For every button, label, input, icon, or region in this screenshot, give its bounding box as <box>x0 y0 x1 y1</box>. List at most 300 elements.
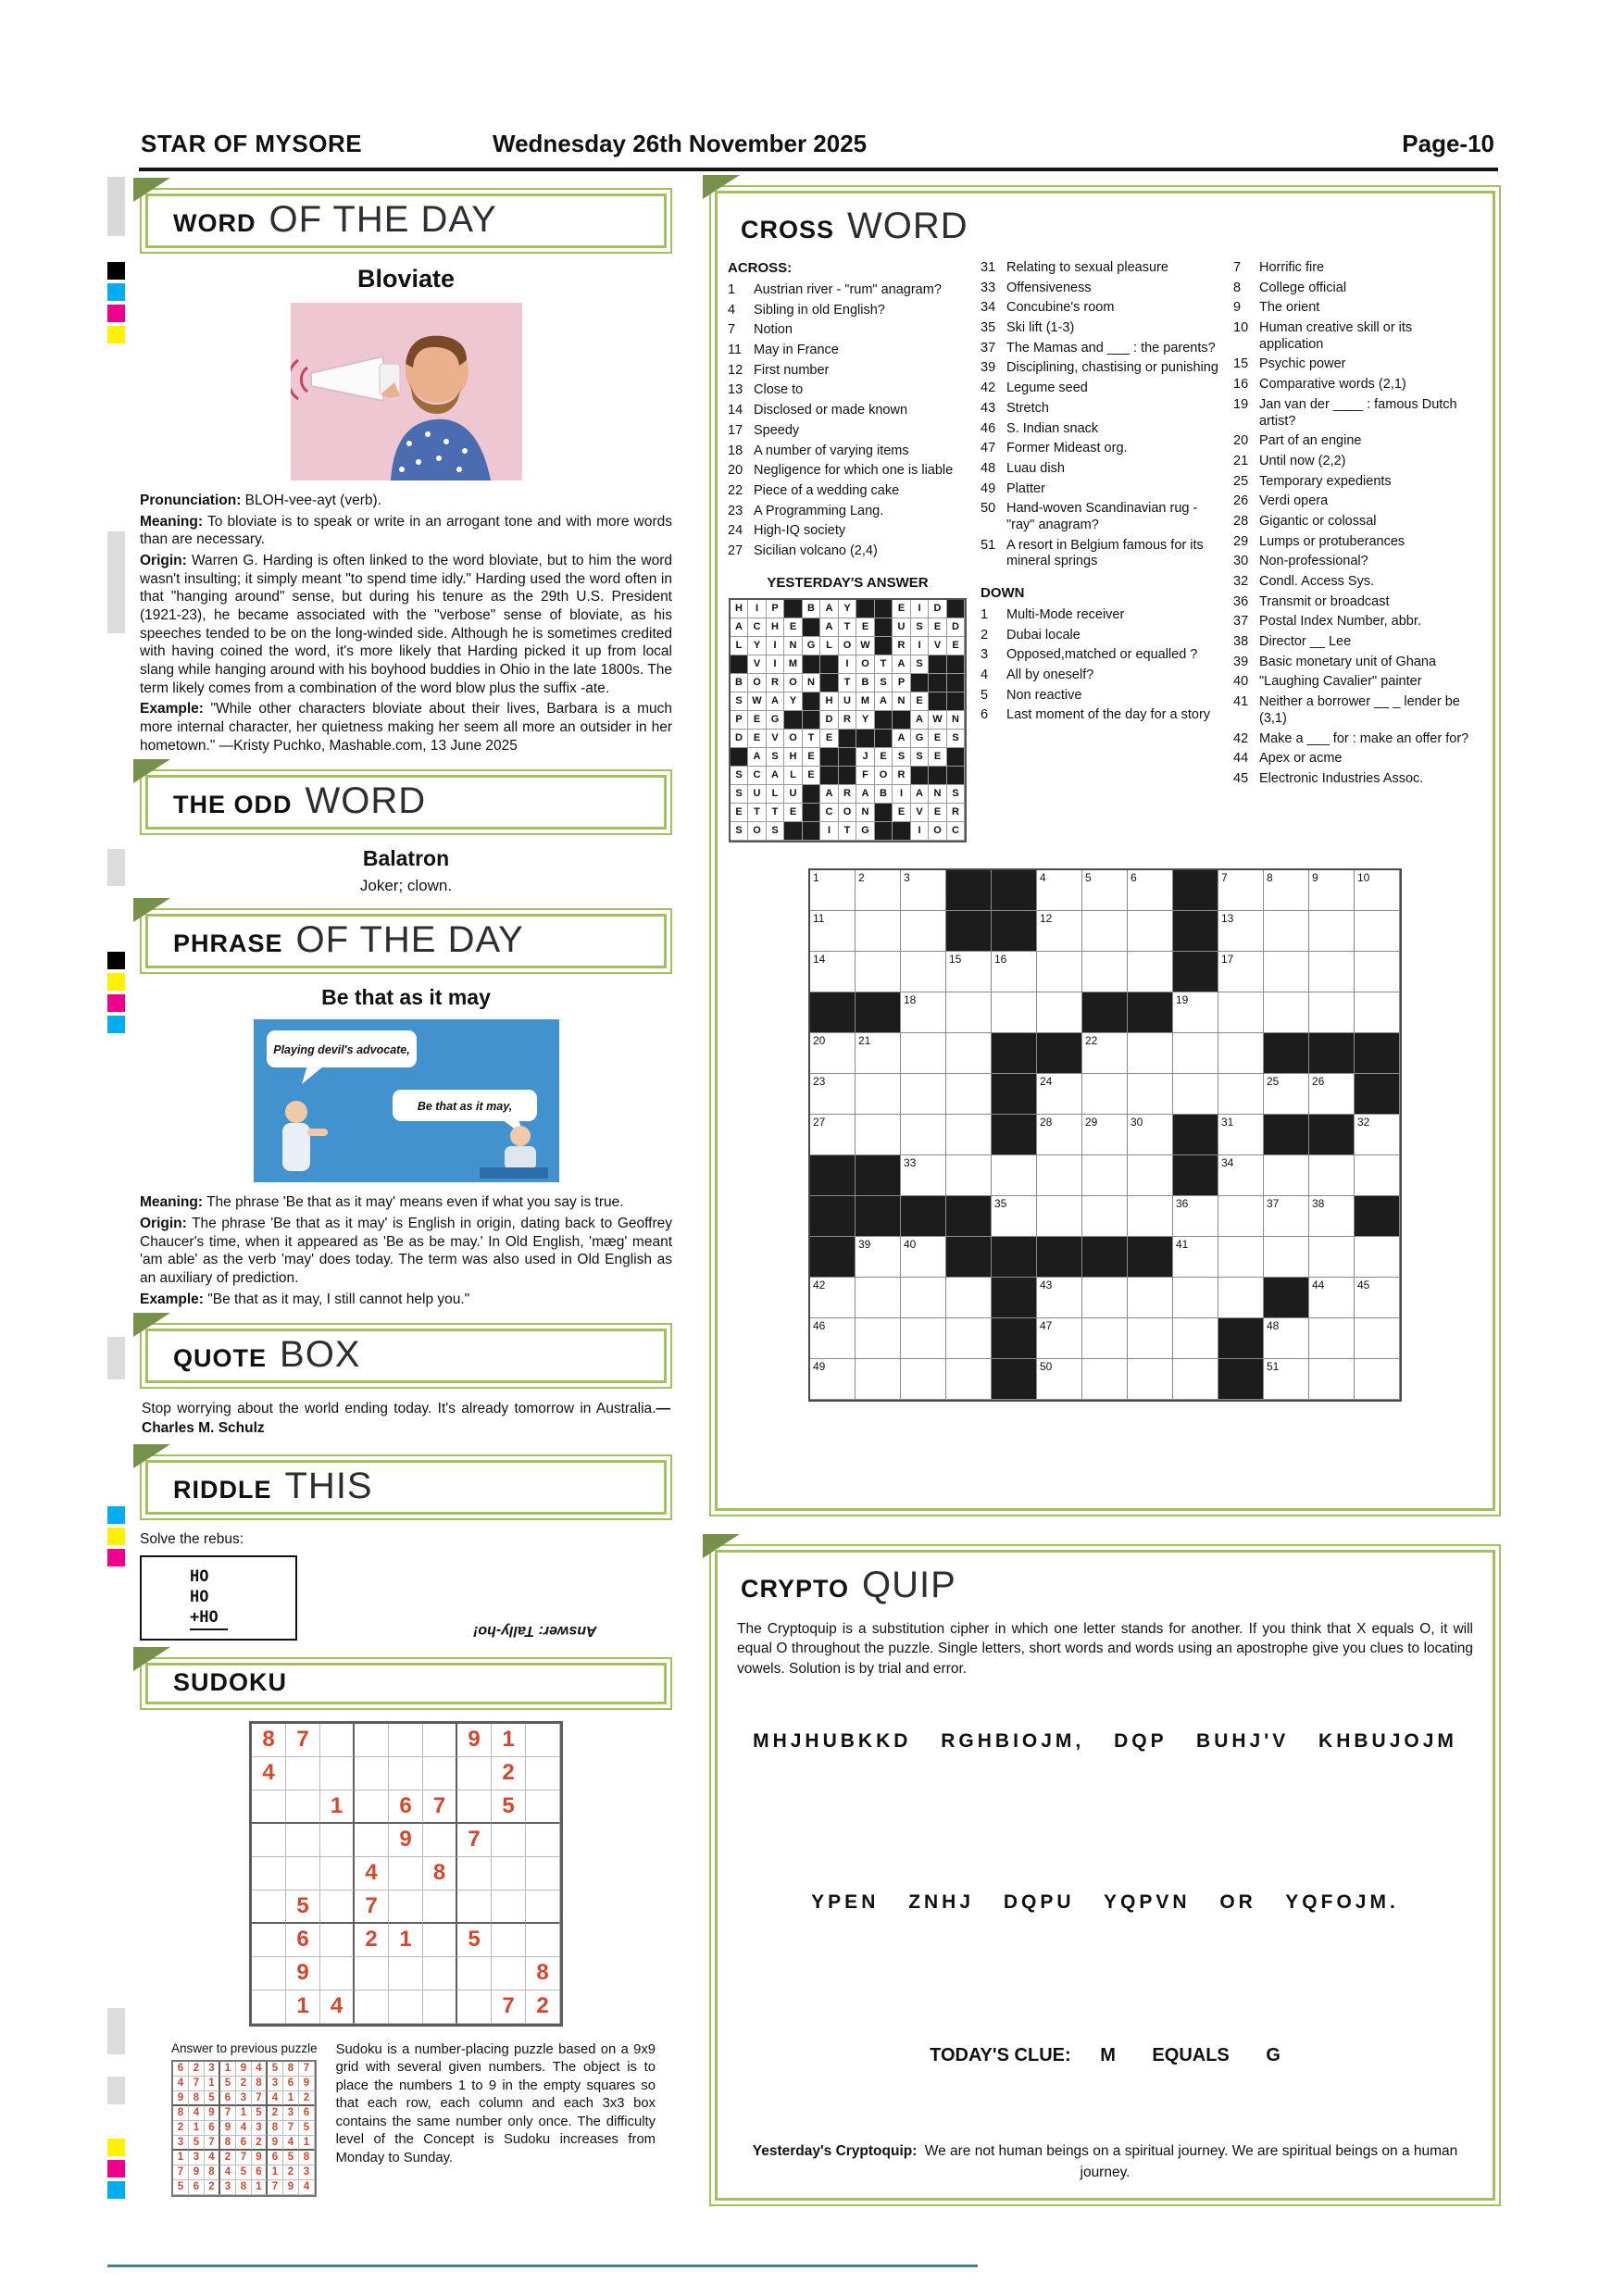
crossword-cell[interactable] <box>1264 1074 1309 1115</box>
yesterday-answer-grid <box>729 598 968 842</box>
crossword-cell[interactable] <box>1037 1278 1082 1318</box>
sudoku-cell[interactable] <box>320 1757 355 1791</box>
clue-number: 48 <box>981 460 996 476</box>
crossword-cell[interactable] <box>1082 952 1128 992</box>
clue-text: Horrific fire <box>1259 260 1325 275</box>
clue-number: 29 <box>1233 533 1249 549</box>
origin-text: Warren G. Harding is often linked to the word bloviate, but to him the word wasn't insulting; it simply meant "to spend time idly." Harding used the word often in that "hanging around" sense, but during his tenure as the 29th U.S. President (1921-23), he became associated with the "verbose" sense of bloviate, as his speeches tended to be on the long-winded side. Although he is sometimes credited with having coined the word, it's more likely that Harding picked it up from local slang while hanging around with his boyhood buddies in Ohio in the late 1800s. The term likely comes from a combination of the word blow plus the suffix -ate. <box>140 553 672 696</box>
crossword-cell[interactable] <box>1355 1237 1400 1278</box>
crossword-cell[interactable] <box>1037 952 1082 992</box>
crossword-cell[interactable] <box>946 1074 992 1115</box>
crossword-cell[interactable] <box>856 1074 901 1115</box>
yesterday-answer-cell: P <box>731 711 749 730</box>
crossword-cell[interactable] <box>1309 1359 1355 1400</box>
crossword-cell[interactable] <box>1309 992 1355 1033</box>
crossword-cell[interactable] <box>1082 1278 1128 1318</box>
sudoku-cell[interactable] <box>320 1924 355 1957</box>
sudoku-cell[interactable] <box>320 1824 355 1857</box>
sudoku-cell[interactable] <box>355 1824 389 1857</box>
sudoku-cell[interactable] <box>355 1724 389 1757</box>
crossword-clue <box>981 461 1220 478</box>
crossword-cell[interactable] <box>946 1318 992 1359</box>
yesterday-answer-cell: Y <box>839 600 857 618</box>
yesterday-answer-cell: D <box>929 600 947 618</box>
crossword-cell[interactable] <box>1082 1115 1128 1155</box>
clue-text: All by oneself? <box>1006 668 1094 683</box>
yesterday-answer-cell <box>731 655 749 674</box>
yesterday-answer-cell: B <box>731 674 749 693</box>
crossword-cell[interactable] <box>1264 1359 1309 1400</box>
clue-text: Condl. Access Sys. <box>1259 574 1375 589</box>
crossword-cell-number: 20 <box>813 1033 826 1047</box>
crossword-cell[interactable] <box>1218 1115 1264 1155</box>
sudoku-cell[interactable] <box>423 1990 457 2024</box>
registration-mark <box>107 973 125 991</box>
sudoku-cell[interactable] <box>286 1791 320 1824</box>
crossword-cell[interactable] <box>901 911 946 952</box>
cryptoquip-clue <box>728 2045 1482 2066</box>
crossword-cell[interactable] <box>1082 911 1128 952</box>
sudoku-answer-cell: 3 <box>236 2091 252 2106</box>
section-header-riddle-this <box>140 1454 672 1520</box>
crossword-cell-number: 13 <box>1221 911 1234 925</box>
sudoku-cell[interactable] <box>320 1890 355 1924</box>
crossword-cell[interactable] <box>901 1115 946 1155</box>
crossword-cell[interactable] <box>1128 1359 1173 1400</box>
rebus-line: +HO <box>190 1607 228 1630</box>
crossword-cell[interactable] <box>1309 870 1355 911</box>
crossword-black-cell <box>1173 911 1218 952</box>
crossword-cell[interactable] <box>856 1115 901 1155</box>
sudoku-answer-cell: 9 <box>283 2180 299 2195</box>
crossword-cell[interactable] <box>1218 1237 1264 1278</box>
crossword-cell[interactable] <box>901 1237 946 1278</box>
sudoku-cell: 2 <box>492 1757 526 1791</box>
sudoku-cell[interactable] <box>526 1890 560 1924</box>
sudoku-cell[interactable] <box>320 1724 355 1757</box>
crossword-cell[interactable] <box>901 1033 946 1074</box>
sudoku-description: Sudoku is a number-placing puzzle based on a 9x9 grid with several given numbers. The object is to place the numbers 1 to 9 in the empty squares so that each row, each column and each 3x3 box contains the same number only once. The difficulty level of the Concept is Sudoku increases from Monday to Sunday. <box>335 2041 656 2165</box>
crossword-cell[interactable] <box>1082 1196 1128 1237</box>
section-header-crossword <box>741 206 1482 247</box>
crossword-cell[interactable] <box>856 1318 901 1359</box>
crossword-cell[interactable] <box>1128 1033 1173 1074</box>
crossword-cell[interactable] <box>1128 911 1173 952</box>
yesterday-answer-cell: S <box>731 693 749 711</box>
crossword-cell[interactable] <box>1309 911 1355 952</box>
crossword-cell[interactable] <box>1218 1155 1264 1196</box>
crossword-cell[interactable] <box>1218 911 1264 952</box>
crossword-cell[interactable] <box>1309 1074 1355 1115</box>
sudoku-cell: 7 <box>492 1990 526 2024</box>
clue-number: 5 <box>981 687 989 703</box>
crossword-cell[interactable] <box>1128 870 1173 911</box>
crossword-cell[interactable] <box>1218 1074 1264 1115</box>
sudoku-cell[interactable] <box>457 1957 492 1990</box>
sudoku-cell[interactable] <box>286 1824 320 1857</box>
crossword-cell[interactable] <box>1309 1318 1355 1359</box>
sudoku-answer-cell: 9 <box>268 2136 283 2151</box>
sudoku-cell[interactable] <box>252 1791 286 1824</box>
sudoku-answer-cell: 6 <box>205 2121 220 2136</box>
crossword-cell[interactable] <box>810 870 856 911</box>
crossword-cell[interactable] <box>1355 870 1400 911</box>
origin-label: Origin: <box>140 1216 187 1232</box>
crossword-cell[interactable] <box>901 992 946 1033</box>
yesterday-answer-cell: E <box>731 804 749 822</box>
sudoku-cell[interactable] <box>423 1890 457 1924</box>
crossword-cell[interactable] <box>1128 1278 1173 1318</box>
sudoku-cell[interactable] <box>389 1724 423 1757</box>
crossword-cell[interactable] <box>1355 1278 1400 1318</box>
crossword-cell[interactable] <box>1218 1278 1264 1318</box>
crossword-black-cell <box>810 1155 856 1196</box>
clue-text: Opposed,matched or equalled ? <box>1006 647 1198 663</box>
crossword-clue <box>728 382 968 399</box>
crossword-black-cell <box>946 1196 992 1237</box>
crossword-cell[interactable] <box>1264 1155 1309 1196</box>
crossword-cell[interactable] <box>901 952 946 992</box>
sudoku-cell: 7 <box>423 1791 457 1824</box>
crossword-cell[interactable] <box>810 952 856 992</box>
sudoku-answer-cell: 5 <box>268 2062 283 2077</box>
crossword-cell[interactable] <box>901 1359 946 1400</box>
sudoku-answer-cell: 6 <box>299 2106 315 2121</box>
crossword-cell[interactable] <box>1218 992 1264 1033</box>
crossword-cell[interactable] <box>1037 1196 1082 1237</box>
cryptoquip-yesterday-text: We are not human beings on a spiritual journey. We are spiritual beings on a human journey. <box>924 2143 1458 2181</box>
crossword-cell[interactable] <box>1264 992 1309 1033</box>
sudoku-answer-cell: 1 <box>252 2180 268 2195</box>
sudoku-cell[interactable] <box>252 1924 286 1957</box>
crossword-cell[interactable] <box>1173 1359 1218 1400</box>
sudoku-cell[interactable] <box>252 1857 286 1890</box>
yesterday-answer-cell: C <box>748 767 767 785</box>
section-header-word-of-the-day <box>140 188 672 254</box>
yesterday-answer-cell: D <box>731 730 749 748</box>
crossword-cell[interactable] <box>1037 911 1082 952</box>
example-label: Example: <box>140 701 204 718</box>
sudoku-cell[interactable] <box>355 1957 389 1990</box>
crossword-cell[interactable] <box>856 1033 901 1074</box>
yesterday-answer-cell: L <box>731 637 749 655</box>
crossword-clue <box>1233 320 1473 353</box>
sudoku-cell[interactable] <box>492 1890 526 1924</box>
crossword-cell[interactable] <box>856 1237 901 1278</box>
sudoku-cell[interactable] <box>320 1857 355 1890</box>
crossword-clue <box>981 281 1220 297</box>
yesterday-answer-cell: L <box>784 767 803 785</box>
yesterday-answer-cell: A <box>767 693 785 711</box>
crossword-cell[interactable] <box>1355 1115 1400 1155</box>
crossword-cell[interactable] <box>901 1278 946 1318</box>
crossword-cell[interactable] <box>946 1278 992 1318</box>
crossword-cell[interactable] <box>992 992 1037 1033</box>
crossword-cell[interactable] <box>810 1033 856 1074</box>
sudoku-cell[interactable] <box>492 1924 526 1957</box>
crossword-cell[interactable] <box>1309 1155 1355 1196</box>
crossword-cell[interactable] <box>901 1318 946 1359</box>
sudoku-cell[interactable] <box>492 1824 526 1857</box>
clue-number: 45 <box>1233 770 1249 786</box>
sudoku-cell[interactable] <box>492 1957 526 1990</box>
registration-mark <box>107 1337 125 1379</box>
clue-text: Ski lift (1-3) <box>1006 320 1075 336</box>
crossword-cell-number: 48 <box>1267 1318 1280 1332</box>
speech-bubble-1: Playing devil's advocate, <box>272 1043 410 1057</box>
crossword-cell[interactable] <box>1037 1359 1082 1400</box>
yesterday-answer-cell: G <box>767 711 785 730</box>
yesterday-answer-cell: T <box>748 804 767 822</box>
clue-number: 30 <box>1233 554 1249 569</box>
sudoku-cell[interactable] <box>457 1890 492 1924</box>
crossword-cell[interactable] <box>810 1278 856 1318</box>
sudoku-cell[interactable] <box>423 1724 457 1757</box>
crossword-cell[interactable] <box>1128 952 1173 992</box>
crossword-cell[interactable] <box>946 992 992 1033</box>
sudoku-answer-cell: 5 <box>283 2151 299 2165</box>
sudoku-cell[interactable] <box>389 1990 423 2024</box>
yesterday-answer-cell: P <box>767 600 785 618</box>
crossword-cell[interactable] <box>810 911 856 952</box>
yesterday-answer-cell: R <box>839 785 857 804</box>
crossword-cell[interactable] <box>1037 870 1082 911</box>
crossword-cell[interactable] <box>1173 1237 1218 1278</box>
crossword-cell[interactable] <box>1037 1318 1082 1359</box>
crossword-black-cell <box>1128 1237 1173 1278</box>
rebus-line: HO <box>190 1587 209 1606</box>
sudoku-cell[interactable] <box>423 1924 457 1957</box>
crossword-cell-number: 11 <box>813 911 825 925</box>
sudoku-cell[interactable] <box>355 1990 389 2024</box>
clue-text: Dubai locale <box>1006 627 1081 643</box>
section-title-bold: WORD <box>173 209 256 237</box>
yesterday-answer-cell <box>929 655 947 674</box>
crossword-cell[interactable] <box>1264 870 1309 911</box>
yesterday-answer-cell <box>803 655 821 674</box>
crossword-cell[interactable] <box>901 1074 946 1115</box>
crossword-cell[interactable] <box>1355 992 1400 1033</box>
crossword-cell[interactable] <box>1355 1155 1400 1196</box>
crossword-black-cell <box>856 992 901 1033</box>
crossword-cell[interactable] <box>1128 1115 1173 1155</box>
yesterday-answer-cell: S <box>731 785 749 804</box>
sudoku-cell: 6 <box>286 1924 320 1957</box>
crossword-cell[interactable] <box>1037 992 1082 1033</box>
crossword-cell[interactable] <box>1218 1033 1264 1074</box>
sudoku-cell[interactable] <box>355 1757 389 1791</box>
crossword-cell[interactable] <box>992 1155 1037 1196</box>
crossword-cell[interactable] <box>856 1359 901 1400</box>
sudoku-cell[interactable] <box>389 1857 423 1890</box>
yesterday-answer-cell <box>929 767 947 785</box>
crossword-cell[interactable] <box>1128 1155 1173 1196</box>
crossword-cell[interactable] <box>946 1033 992 1074</box>
crossword-cell-number: 8 <box>1267 870 1273 884</box>
crossword-cell[interactable] <box>1355 1318 1400 1359</box>
crossword-cell[interactable] <box>1309 952 1355 992</box>
crossword-cell[interactable] <box>992 1196 1037 1237</box>
crossword-cell[interactable] <box>856 870 901 911</box>
sudoku-cell[interactable] <box>320 1957 355 1990</box>
yesterday-answer-cell: C <box>820 804 839 822</box>
registration-mark <box>107 2008 125 2054</box>
crossword-black-cell <box>1173 952 1218 992</box>
crossword-cell[interactable] <box>810 1359 856 1400</box>
crossword-cell[interactable] <box>1309 1278 1355 1318</box>
clue-number: 7 <box>728 322 736 338</box>
crossword-cell[interactable] <box>1309 1237 1355 1278</box>
crossword-clue <box>981 320 1220 337</box>
yesterday-answer-cell <box>784 822 803 841</box>
crossword-cell[interactable] <box>1173 1318 1218 1359</box>
crossword-cell[interactable] <box>992 952 1037 992</box>
crossword-cell[interactable] <box>1037 1115 1082 1155</box>
crossword-cell-number: 4 <box>1040 870 1046 884</box>
crossword-cell[interactable] <box>1355 1359 1400 1400</box>
crossword-cell[interactable] <box>946 1115 992 1155</box>
sudoku-cell[interactable] <box>355 1791 389 1824</box>
yesterday-answer-cell: Y <box>856 711 875 730</box>
crossword-cell[interactable] <box>946 952 992 992</box>
sudoku-cell: 1 <box>320 1791 355 1824</box>
sudoku-cell[interactable] <box>286 1757 320 1791</box>
crossword-black-cell <box>1128 992 1173 1033</box>
clue-text: May in France <box>754 343 839 358</box>
sudoku-cell[interactable] <box>389 1757 423 1791</box>
sudoku-cell[interactable] <box>492 1857 526 1890</box>
crossword-cell[interactable] <box>1082 1155 1128 1196</box>
crossword-cell[interactable] <box>1355 911 1400 952</box>
clue-number: 28 <box>1233 513 1249 529</box>
sudoku-cell[interactable] <box>526 1824 560 1857</box>
crossword-cell[interactable] <box>946 1359 992 1400</box>
clue-number: 11 <box>728 343 743 358</box>
crossword-cell[interactable] <box>1264 952 1309 992</box>
crossword-cell[interactable] <box>1264 911 1309 952</box>
sudoku-cell[interactable] <box>286 1857 320 1890</box>
crossword-clue <box>1233 260 1473 277</box>
crossword-black-cell <box>946 1237 992 1278</box>
crossword-cell[interactable] <box>1264 1237 1309 1278</box>
crossword-cell-number: 42 <box>813 1278 826 1292</box>
crossword-cell[interactable] <box>1082 1033 1128 1074</box>
sudoku-cell[interactable] <box>423 1824 457 1857</box>
odd-word-word: Balatron <box>362 846 450 871</box>
crossword-cell[interactable] <box>1082 1318 1128 1359</box>
meaning-label: Meaning: <box>140 1194 204 1211</box>
crossword-cell[interactable] <box>856 952 901 992</box>
sudoku-answer-cell: 6 <box>268 2151 283 2165</box>
quote-body: Stop worrying about the world ending today. It's already tomorrow in Australia. <box>142 1401 656 1417</box>
crossword-cell[interactable] <box>901 870 946 911</box>
crossword-cell[interactable] <box>1082 1359 1128 1400</box>
registration-mark <box>107 177 125 236</box>
crossword-cell[interactable] <box>1082 870 1128 911</box>
meaning-text: To bloviate is to speak or write in an arrogant tone and with more words than are necessary. <box>140 513 672 548</box>
sudoku-cell[interactable] <box>526 1857 560 1890</box>
crossword-cell[interactable] <box>810 1115 856 1155</box>
rebus-line: HO <box>190 1566 209 1586</box>
sudoku-cell[interactable] <box>526 1924 560 1957</box>
crossword-cell[interactable] <box>1355 952 1400 992</box>
crossword-cell[interactable] <box>1128 1318 1173 1359</box>
yesterday-answer-cell: O <box>784 674 803 693</box>
crossword-cell[interactable] <box>1173 1196 1218 1237</box>
crossword-cell[interactable] <box>1173 1033 1218 1074</box>
sudoku-cell[interactable] <box>252 1890 286 1924</box>
crossword-cell[interactable] <box>1128 1196 1173 1237</box>
crossword-cell[interactable] <box>946 1155 992 1196</box>
clue-number: 10 <box>1233 320 1249 336</box>
section-title-bold: SUDOKU <box>173 1667 288 1696</box>
crossword-cell[interactable] <box>856 911 901 952</box>
yesterday-answer-cell: A <box>911 785 930 804</box>
crossword-cell[interactable] <box>856 1278 901 1318</box>
crossword-cell[interactable] <box>1173 1074 1218 1115</box>
crossword-cell[interactable] <box>1082 1074 1128 1115</box>
crossword-cell[interactable] <box>1173 992 1218 1033</box>
sudoku-cell[interactable] <box>457 1757 492 1791</box>
crossword-cell[interactable] <box>1264 1318 1309 1359</box>
crossword-cell-number: 25 <box>1267 1074 1280 1088</box>
registration-mark <box>107 2181 125 2199</box>
crossword-cell[interactable] <box>1218 1196 1264 1237</box>
crossword-cell[interactable] <box>1037 1074 1082 1115</box>
sudoku-cell[interactable] <box>526 1724 560 1757</box>
sudoku-cell[interactable] <box>526 1757 560 1791</box>
crossword-cell[interactable] <box>901 1155 946 1196</box>
sudoku-cell[interactable] <box>457 1990 492 2024</box>
sudoku-cell[interactable] <box>389 1890 423 1924</box>
crossword-cell[interactable] <box>1218 952 1264 992</box>
yesterday-answer-cell <box>893 822 911 841</box>
crossword-cell[interactable] <box>1309 1196 1355 1237</box>
crossword-cell[interactable] <box>810 1074 856 1115</box>
crossword-cell[interactable] <box>1173 1278 1218 1318</box>
clue-number: 22 <box>728 482 743 498</box>
sudoku-cell[interactable] <box>457 1857 492 1890</box>
crossword-cell[interactable] <box>810 1318 856 1359</box>
clue-text: Electronic Industries Assoc. <box>1259 770 1424 786</box>
sudoku-cell[interactable] <box>423 1757 457 1791</box>
crossword-cell[interactable] <box>1128 1074 1173 1115</box>
crossword-clue <box>981 668 1220 684</box>
sudoku-cell[interactable] <box>252 1990 286 2024</box>
crossword-cell[interactable] <box>1037 1155 1082 1196</box>
sudoku-answer-cell: 8 <box>173 2106 189 2121</box>
section-title-bold: CROSS <box>741 216 835 243</box>
crossword-clue <box>1233 433 1473 450</box>
sudoku-cell[interactable] <box>252 1957 286 1990</box>
devils-advocate-comic <box>254 1019 559 1182</box>
sudoku-cell[interactable] <box>526 1791 560 1824</box>
sudoku-cell[interactable] <box>423 1957 457 1990</box>
crossword-cell[interactable] <box>1218 870 1264 911</box>
clue-text: Apex or acme <box>1259 751 1343 767</box>
sudoku-cell[interactable] <box>389 1957 423 1990</box>
crossword-cell[interactable] <box>1264 1196 1309 1237</box>
sudoku-cell[interactable] <box>457 1791 492 1824</box>
sudoku-answer-cell: 3 <box>205 2062 220 2077</box>
yesterday-answer-cell <box>803 711 821 730</box>
crossword-black-cell <box>992 1115 1037 1155</box>
yesterday-answer-cell: U <box>839 693 857 711</box>
phrase-of-day-phrase: Be that as it may <box>321 985 491 1010</box>
sudoku-cell[interactable] <box>252 1824 286 1857</box>
rebus-box <box>140 1555 297 1641</box>
cryptoquip-intro: The Cryptoquip is a substitution cipher in which one letter stands for another. If you think that X equals O, it will equal O throughout the puzzle. Single letters, short words and words using an apostrophe give you clues to locating vowels. Solution is by trial and error. <box>737 1621 1473 1677</box>
